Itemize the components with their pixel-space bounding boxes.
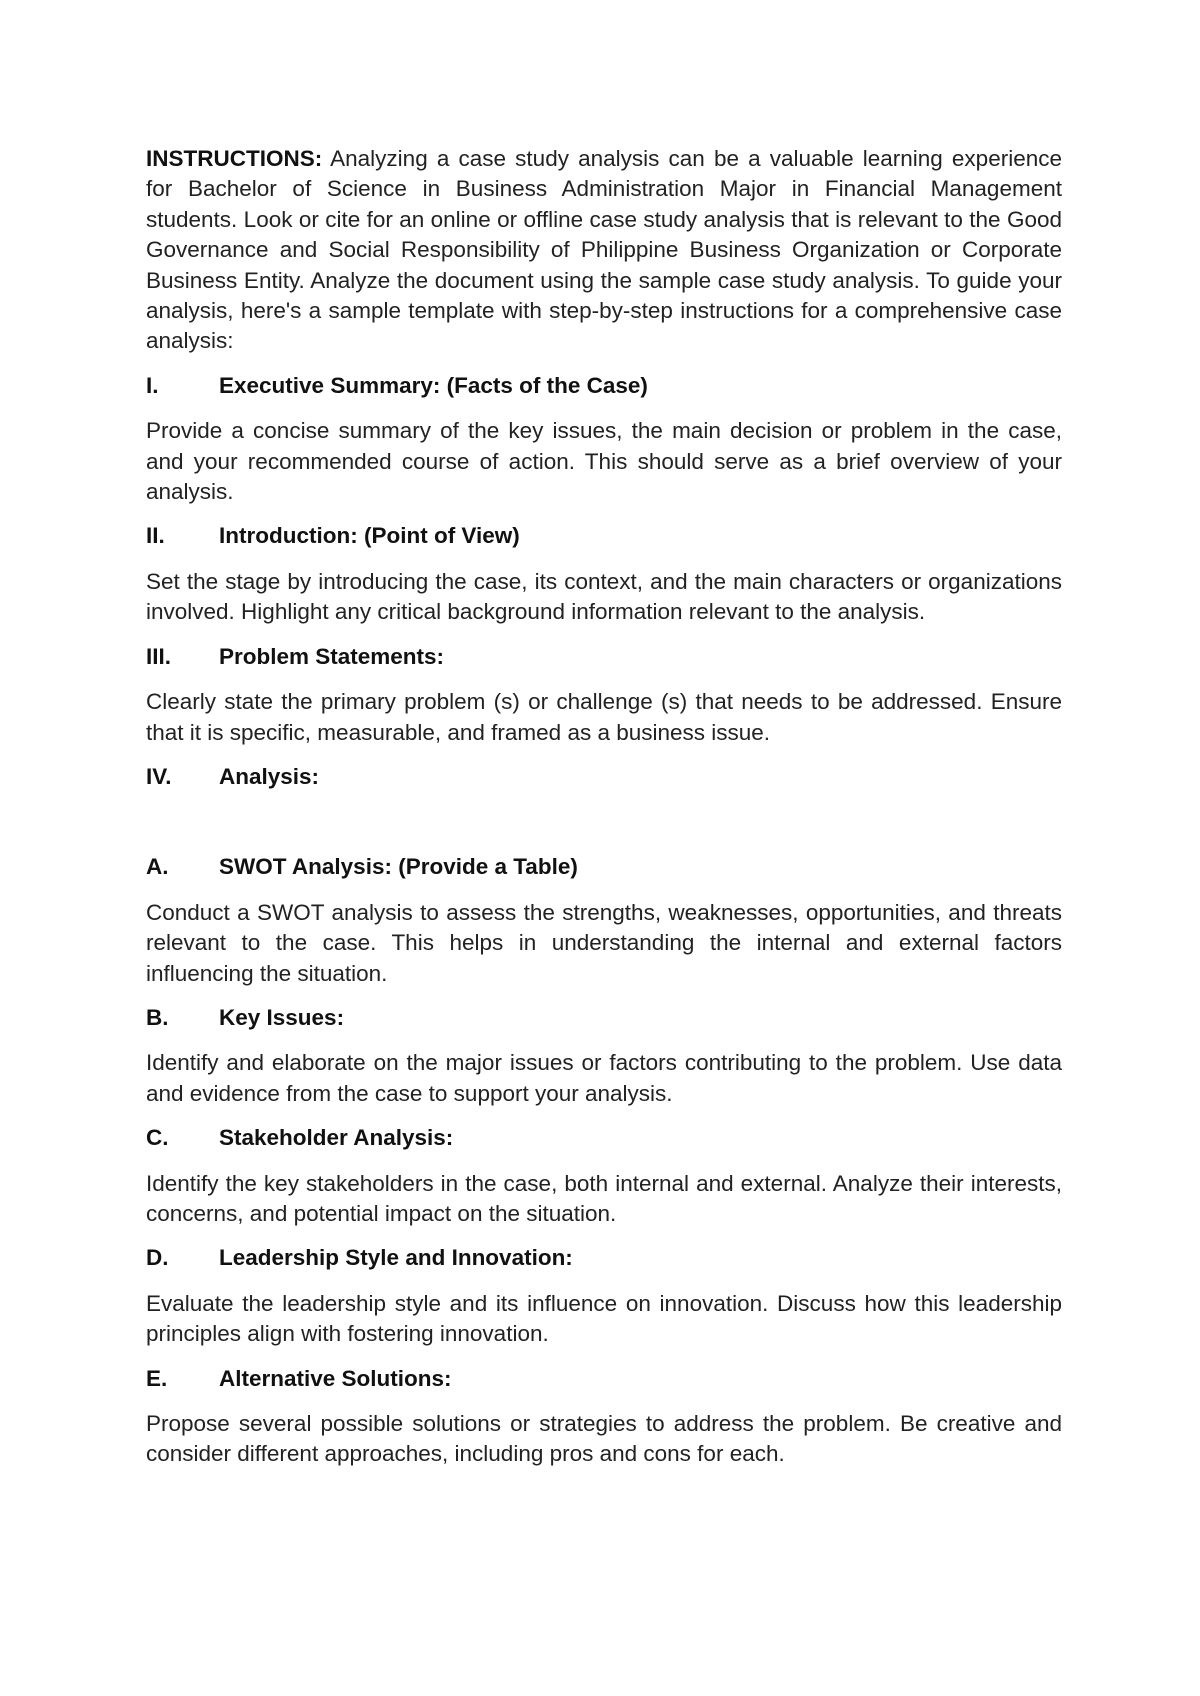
- section-body: Identify and elaborate on the major issues or factors contributing to the problem. Use data and evidence from the case to support your analysis.: [146, 1050, 1062, 1106]
- section-marker: IV.: [146, 763, 172, 789]
- section-body: Provide a concise summary of the key issues, the main decision or problem in the case, and your recommended course of action. This should serve as a brief overview of your analysis.: [146, 418, 1062, 505]
- section-introduction: [146, 521, 1062, 627]
- section-problem-statements: [146, 642, 1062, 748]
- instructions-text: Analyzing a case study analysis can be a valuable learning experience for Bachelor of Science in Business Administration Major in Financial Management students. Look or cite for an online or offline case study analysis that is relevant to the Good Governance and Social Responsibility of Philippine Business Organization or Corporate Business Entity. Analyze the document using the sample case study analysis. To guide your analysis, here's a sample template with step-by-step instructions for a comprehensive case analysis:: [146, 146, 1062, 354]
- section-marker: D.: [146, 1245, 169, 1271]
- section-key-issues: [146, 1003, 1062, 1109]
- section-body: Set the stage by introducing the case, its context, and the main characters or organizations involved. Highlight any critical background information relevant to the analysis.: [146, 568, 1062, 625]
- section-heading: [146, 1364, 1062, 1394]
- section-body: Clearly state the primary problem (s) or challenge (s) that needs to be addressed. Ensure that it is specific, measurable, and framed as a business issue.: [146, 689, 1062, 745]
- section-leadership-style: [146, 1243, 1062, 1349]
- section-title: Leadership Style and Innovation:: [219, 1245, 573, 1271]
- section-body: Conduct a SWOT analysis to assess the strengths, weaknesses, opportunities, and threats relevant to the case. This helps in understanding the internal and external factors influencing the situation.: [146, 899, 1062, 986]
- section-body: Identify the key stakeholders in the case, both internal and external. Analyze their interests, concerns, and potential impact on the situation.: [146, 1170, 1062, 1226]
- section-marker: C.: [146, 1125, 169, 1151]
- section-title: Key Issues:: [219, 1004, 345, 1030]
- instructions-paragraph: [146, 144, 1062, 357]
- section-heading: [146, 1243, 1062, 1273]
- section-heading: [146, 762, 1062, 792]
- section-title: Problem Statements:: [219, 643, 445, 669]
- section-title: SWOT Analysis: (Provide a Table): [219, 854, 578, 880]
- section-marker: A.: [146, 854, 169, 880]
- section-body: Propose several possible solutions or strategies to address the problem. Be creative and consider different approaches, including pros and cons for each.: [146, 1411, 1062, 1467]
- section-title: Stakeholder Analysis:: [219, 1125, 454, 1151]
- section-heading: [146, 642, 1062, 672]
- document-content: [146, 144, 1062, 1470]
- section-heading: [146, 1003, 1062, 1033]
- section-marker: B.: [146, 1004, 169, 1030]
- section-heading: [146, 1123, 1062, 1153]
- section-marker: III.: [146, 643, 172, 669]
- section-title: Executive Summary: (Facts of the Case): [219, 372, 648, 398]
- section-title: Alternative Solutions:: [219, 1365, 452, 1391]
- section-heading: [146, 371, 1062, 401]
- section-marker: E.: [146, 1365, 168, 1391]
- section-marker: II.: [146, 523, 165, 549]
- section-analysis: [146, 762, 1062, 792]
- section-stakeholder-analysis: [146, 1123, 1062, 1229]
- section-swot-analysis: [146, 852, 1062, 989]
- section-title: Analysis:: [219, 763, 320, 789]
- section-heading: [146, 521, 1062, 551]
- section-title: Introduction: (Point of View): [219, 523, 520, 549]
- section-alternative-solutions: [146, 1364, 1062, 1470]
- section-executive-summary: [146, 371, 1062, 508]
- section-marker: I.: [146, 372, 159, 398]
- instructions-label: INSTRUCTIONS:: [146, 146, 323, 171]
- section-body: Evaluate the leadership style and its influence on innovation. Discuss how this leadership principles align with fostering innovation.: [146, 1290, 1062, 1347]
- section-heading: [146, 852, 1062, 882]
